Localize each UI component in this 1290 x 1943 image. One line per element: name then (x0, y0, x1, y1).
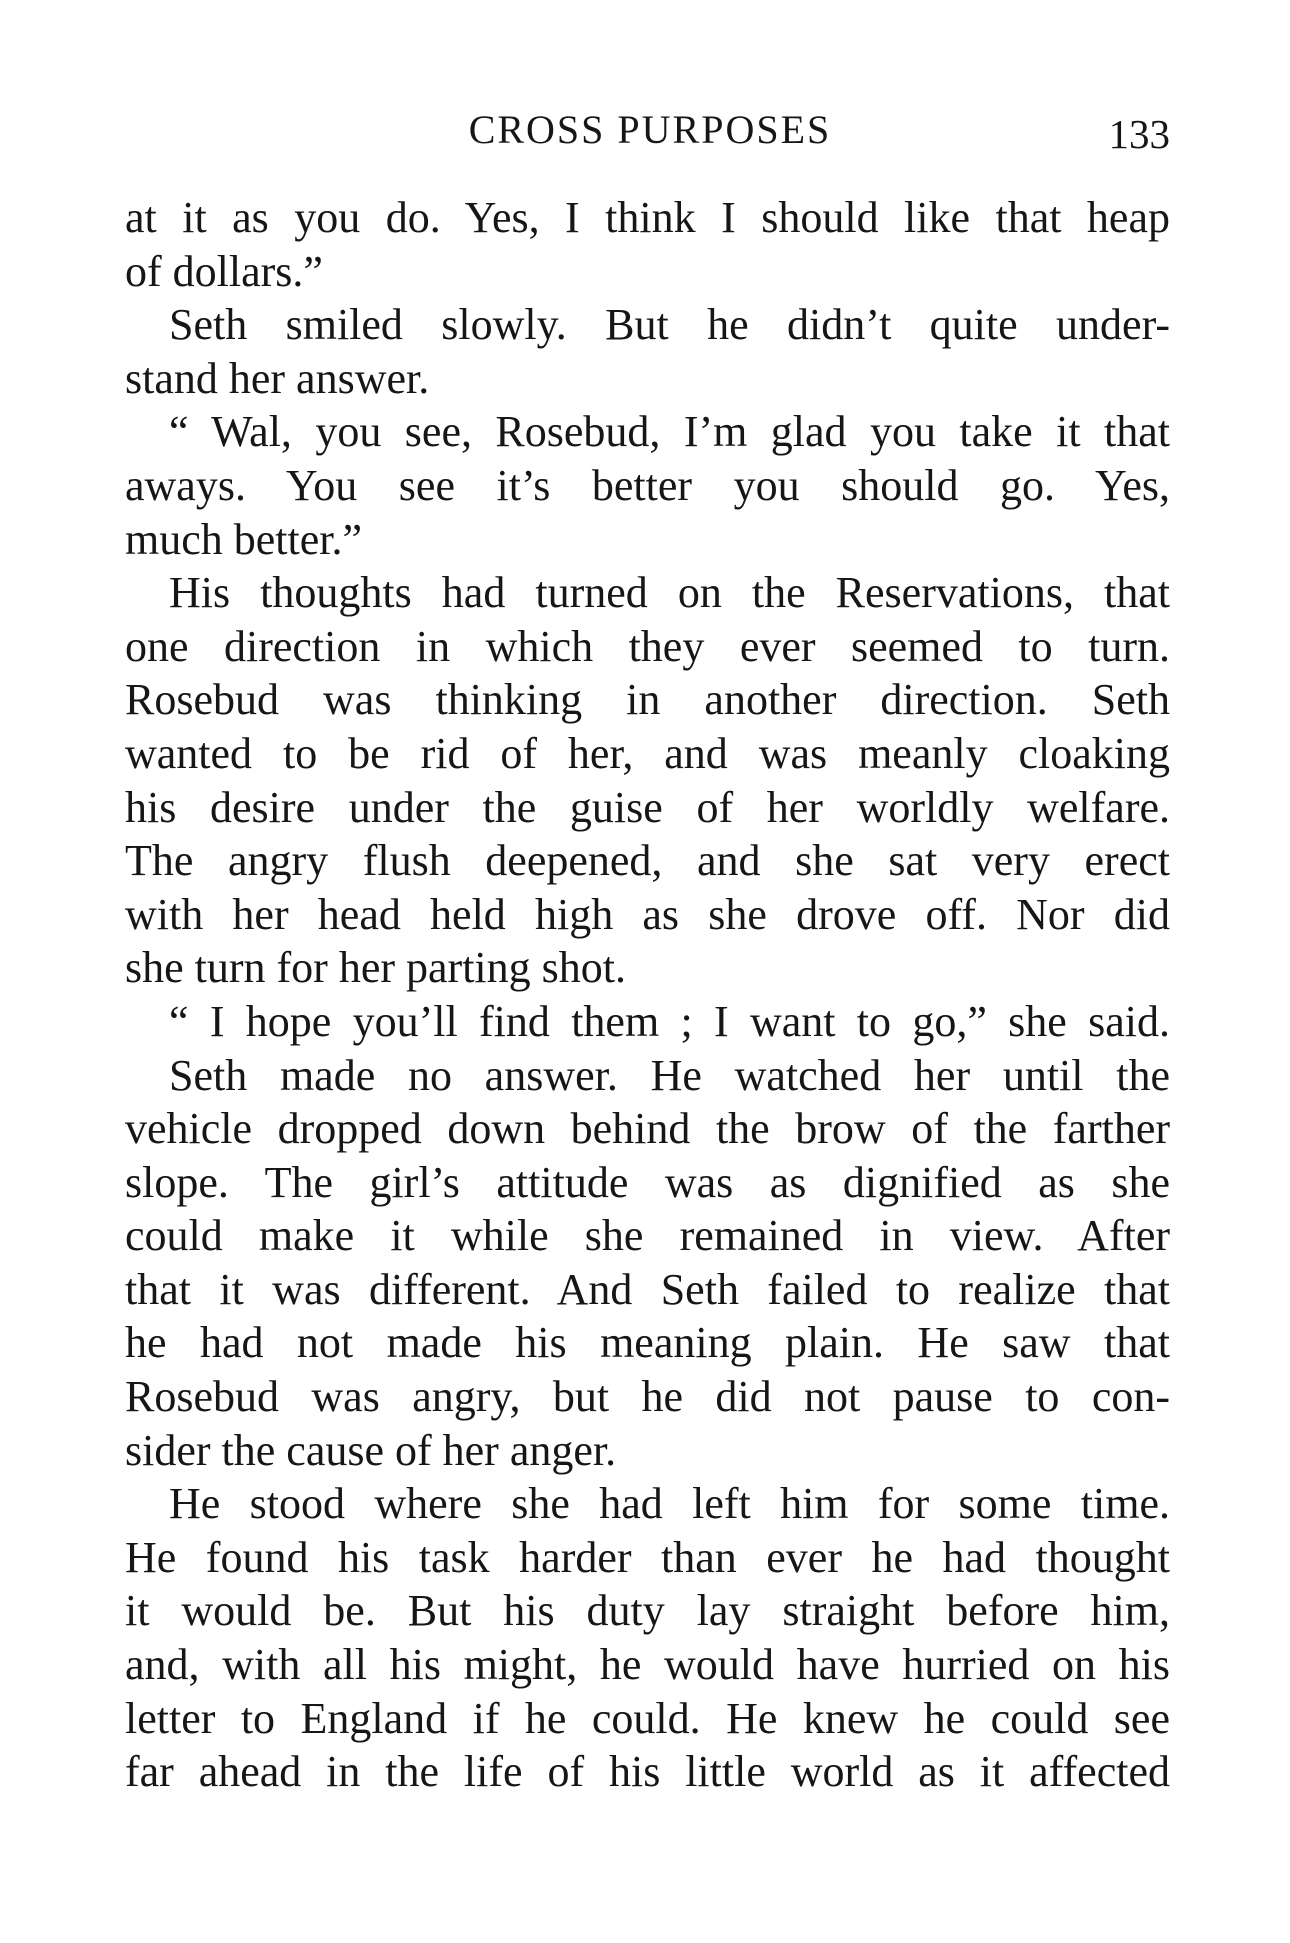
page-number: 133 (1108, 111, 1170, 157)
text-line: stand her answer. (125, 353, 430, 403)
running-title: CROSS PURPOSES (468, 107, 832, 152)
text-line: wanted to be rid of her, and was meanly cloaking (125, 728, 1170, 778)
text-line: He stood where she had left him for some time. (169, 1479, 1170, 1529)
text-line: Seth smiled slowly. But he didn’t quite under- (169, 300, 1170, 350)
text-line: Rosebud was thinking in another direction. Seth (125, 675, 1170, 725)
text-line: letter to England if he could. He knew he could see (125, 1693, 1170, 1743)
text-line: Rosebud was angry, but he did not pause to con- (125, 1372, 1170, 1422)
text-line: it would be. But his duty lay straight before him, (125, 1586, 1170, 1636)
body-text (125, 191, 1170, 1799)
text-line: his desire under the guise of her worldly welfare. (125, 782, 1170, 832)
text-line: “ Wal, you see, Rosebud, I’m glad you take it that (169, 407, 1170, 457)
text-line: that it was different. And Seth failed to realize that (125, 1264, 1170, 1314)
text-line: of dollars.” (125, 246, 323, 296)
text-line: far ahead in the life of his little world as it affected (125, 1747, 1170, 1797)
text-line: aways. You see it’s better you should go. Yes, (125, 460, 1170, 510)
text-line: one direction in which they ever seemed to turn. (125, 621, 1170, 671)
running-head (0, 100, 1290, 160)
text-line: much better.” (125, 514, 363, 564)
text-line: she turn for her parting shot. (125, 943, 626, 993)
text-line: Seth made no answer. He watched her until the (169, 1050, 1170, 1100)
text-line: He found his task harder than ever he had thought (125, 1532, 1170, 1582)
text-line: and, with all his might, he would have hurried on his (125, 1640, 1170, 1690)
text-line: at it as you do. Yes, I think I should like that heap (125, 193, 1170, 242)
text-line: sider the cause of her anger. (125, 1425, 617, 1475)
text-line: slope. The girl’s attitude was as dignified as she (125, 1157, 1170, 1207)
text-line: vehicle dropped down behind the brow of the farther (125, 1104, 1170, 1154)
text-line: with her head held high as she drove off. Nor did (125, 889, 1170, 939)
text-line: “ I hope you’ll find them ; I want to go,” she said. (169, 996, 1170, 1046)
text-line: The angry flush deepened, and she sat very erect (125, 836, 1170, 886)
text-line: His thoughts had turned on the Reservations, that (169, 568, 1170, 618)
text-line: he had not made his meaning plain. He saw that (125, 1318, 1170, 1368)
text-line: could make it while she remained in view. After (125, 1211, 1170, 1261)
